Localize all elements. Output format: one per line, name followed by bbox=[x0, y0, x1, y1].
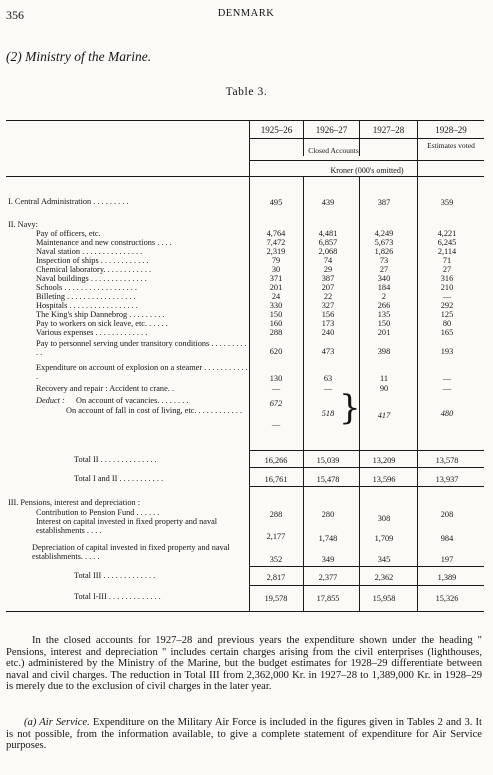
cell-value: 184 bbox=[377, 283, 391, 292]
explosion-label: Expenditure on account of explosion on a steamer . . . . . . . . . . . . bbox=[36, 363, 248, 381]
expenditure-table bbox=[6, 120, 484, 612]
cell-value: 4,764 bbox=[266, 229, 286, 238]
cell-value: 518 bbox=[321, 409, 335, 418]
total3-top-rule bbox=[249, 566, 484, 567]
col-rule-2b bbox=[303, 176, 304, 612]
cell-value: 160 bbox=[269, 319, 283, 328]
cell-value: 473 bbox=[321, 347, 335, 356]
cell-value: 19,578 bbox=[264, 594, 288, 603]
air-service-paragraph bbox=[6, 717, 482, 752]
cell-value: 371 bbox=[269, 274, 283, 283]
central-admin-label: I. Central Administration . . . . . . . . . bbox=[8, 197, 129, 206]
year-row-rule bbox=[249, 138, 484, 139]
navy-item-label: The King's ship Dannebrog . . . . . . . . . bbox=[36, 310, 165, 319]
cell-value: 173 bbox=[321, 319, 335, 328]
cell-value: 207 bbox=[321, 283, 335, 292]
cell-value: — bbox=[442, 384, 452, 393]
subheader-rule bbox=[249, 160, 484, 161]
cell-value: 2,377 bbox=[318, 573, 338, 582]
cell-value: 1,709 bbox=[374, 534, 394, 543]
cell-value: 197 bbox=[440, 555, 454, 564]
cell-value: — bbox=[442, 374, 452, 383]
navy-item-label: Schools . . . . . . . . . . . . . . . . . . bbox=[36, 283, 137, 292]
table-bottom-rule bbox=[6, 611, 484, 612]
navy-item-label: Naval station . . . . . . . . . . . . . . . bbox=[36, 247, 143, 256]
cell-value: 16,266 bbox=[264, 456, 288, 465]
cell-value: 316 bbox=[440, 274, 454, 283]
cell-value: 90 bbox=[379, 384, 389, 393]
total2-bottom-rule bbox=[249, 467, 484, 468]
cell-value: 15,326 bbox=[435, 594, 459, 603]
cell-value: 125 bbox=[440, 310, 454, 319]
total2-top-rule bbox=[249, 450, 484, 451]
running-head: DENMARK bbox=[217, 8, 275, 19]
cell-value: 288 bbox=[269, 510, 283, 519]
cell-value: 30 bbox=[271, 265, 281, 274]
year-header: 1928–29 bbox=[435, 125, 467, 135]
cell-value: 22 bbox=[323, 292, 333, 301]
table-title: Table 3. bbox=[225, 86, 268, 98]
cell-value: 387 bbox=[377, 198, 391, 207]
cell-value: 27 bbox=[379, 265, 389, 274]
navy-item-label: Chemical laboratory. . . . . . . . . . . . bbox=[36, 265, 152, 274]
navy-item-label: Pay to workers on sick leave, etc. . . . . . bbox=[36, 319, 168, 328]
cell-value: 29 bbox=[323, 265, 333, 274]
pensions-heading: III. Pensions, interest and depreciation : bbox=[8, 498, 141, 507]
cell-value: 359 bbox=[440, 198, 454, 207]
cell-value: 2,319 bbox=[266, 247, 286, 256]
cell-value: 984 bbox=[440, 534, 454, 543]
cell-value: — bbox=[442, 292, 452, 301]
pension-fund-label: Contribution to Pension Fund . . . . . . bbox=[36, 508, 160, 517]
page-number: 356 bbox=[6, 8, 24, 22]
cell-value: 672 bbox=[269, 399, 283, 408]
total2-label: Total II . . . . . . . . . . . . . . bbox=[74, 455, 157, 464]
depreciation-label: Depreciation of capital invested in fixed property and naval establishments. . . . . bbox=[32, 543, 230, 561]
cell-value: 7,472 bbox=[266, 238, 286, 247]
cell-value: 2,114 bbox=[437, 247, 457, 256]
navy-item-label: Naval buildings . . . . . . . . . . . . . . bbox=[36, 274, 147, 283]
navy-item-label: Hospitals . . . . . . . . . . . . . . . . . bbox=[36, 301, 138, 310]
section-title: (2) Ministry of the Marine. bbox=[6, 49, 152, 64]
cell-value: 24 bbox=[271, 292, 281, 301]
recovery-label: Recovery and repair : Accident to crane. . bbox=[36, 384, 174, 393]
cell-value: 156 bbox=[321, 310, 335, 319]
cell-value: 480 bbox=[440, 409, 454, 418]
cell-value: 210 bbox=[440, 283, 454, 292]
cell-value: 4,481 bbox=[318, 229, 338, 238]
cell-value: 5,673 bbox=[374, 238, 394, 247]
cell-value: 13,209 bbox=[372, 456, 396, 465]
cell-value: 71 bbox=[442, 256, 452, 265]
cell-value: — bbox=[271, 420, 281, 429]
year-header: 1926–27 bbox=[315, 125, 348, 135]
cell-value: 80 bbox=[442, 319, 452, 328]
cell-value: 266 bbox=[377, 301, 391, 310]
cell-value: 150 bbox=[377, 319, 391, 328]
header-bottom-rule bbox=[6, 176, 484, 177]
cell-value: 495 bbox=[269, 198, 283, 207]
col-rule-1 bbox=[249, 120, 250, 612]
cell-value: — bbox=[323, 384, 333, 393]
closed-accounts-header: Closed Accounts bbox=[308, 146, 359, 155]
cell-value: 135 bbox=[377, 310, 391, 319]
deduct-label: Deduct : bbox=[36, 396, 65, 405]
cell-value: 240 bbox=[321, 328, 335, 337]
cell-value: 4,221 bbox=[437, 229, 457, 238]
cell-value: 74 bbox=[323, 256, 333, 265]
cell-value: 1,748 bbox=[318, 534, 338, 543]
navy-item-label: Maintenance and new constructions . . . . bbox=[36, 238, 172, 247]
year-header: 1927–28 bbox=[372, 125, 405, 135]
cell-value: 73 bbox=[379, 256, 389, 265]
cell-value: 11 bbox=[380, 374, 388, 383]
cell-value: 17,855 bbox=[316, 594, 340, 603]
cell-value: 130 bbox=[269, 374, 283, 383]
cell-value: 1,826 bbox=[374, 247, 394, 256]
cell-value: 63 bbox=[323, 374, 333, 383]
cell-value: — bbox=[271, 384, 281, 393]
col-rule-4b bbox=[417, 176, 418, 612]
navy-item-label: Billeting . . . . . . . . . . . . . . . . . bbox=[36, 292, 136, 301]
cell-value: 79 bbox=[271, 256, 281, 265]
air-service-text: Expenditure on the Military Air Force is included in the figures given in Tables 2 and 3. It is not possible, from the information available, to give a complete statement of expenditure for Air Service purposes. bbox=[6, 717, 482, 752]
cell-value: 620 bbox=[269, 347, 283, 356]
navy-item-label: Inspection of ships . . . . . . . . . . . . bbox=[36, 256, 149, 265]
cell-value: 15,958 bbox=[372, 594, 396, 603]
brace-icon: } bbox=[339, 388, 361, 428]
unit-note: Kroner (000's omitted) bbox=[330, 166, 404, 175]
cell-value: 201 bbox=[269, 283, 283, 292]
cell-value: 15,039 bbox=[316, 456, 340, 465]
total12-bottom-rule bbox=[249, 486, 484, 487]
cell-value: 308 bbox=[377, 514, 391, 523]
cell-value: 352 bbox=[269, 555, 283, 564]
cell-value: 13,596 bbox=[372, 475, 396, 484]
footnote-paragraph: In the closed accounts for 1927–28 and previous years the expenditure shown under the heading " Pensions, interest and depreciation " includes certain charges arising from the civil enterprises (lighthouses, etc.) administered by the Ministry of the Marine, but the budget estimates for 1928–29 differentiate between naval and civil charges. The reduction in Total III from 2,362,000 Kr. in 1927–28 to 1,389,000 Kr. in 1928–29 is merely due to the exclusion of civil charges in the later year. bbox=[6, 635, 482, 693]
cell-value: 439 bbox=[321, 198, 335, 207]
cell-value: 4,249 bbox=[374, 229, 394, 238]
cell-value: 417 bbox=[377, 411, 391, 420]
cell-value: 387 bbox=[321, 274, 335, 283]
table-top-rule bbox=[6, 120, 484, 121]
cell-value: 288 bbox=[269, 328, 283, 337]
air-service-label: (a) Air Service. bbox=[24, 717, 90, 728]
cell-value: 165 bbox=[440, 328, 454, 337]
cell-value: 6,245 bbox=[437, 238, 457, 247]
cell-value: 349 bbox=[321, 555, 335, 564]
cell-value: 340 bbox=[377, 274, 391, 283]
cell-value: 2,362 bbox=[374, 573, 394, 582]
cell-value: 13,937 bbox=[435, 475, 459, 484]
cell-value: 398 bbox=[377, 347, 391, 356]
cell-value: 193 bbox=[440, 347, 454, 356]
fall-cost-label: On account of fall in cost of living, etc. . . . . . . . . . . . bbox=[66, 406, 243, 415]
total3-bottom-rule bbox=[249, 585, 484, 586]
cell-value: 150 bbox=[269, 310, 283, 319]
cell-value: 6,857 bbox=[318, 238, 338, 247]
cell-value: 2,068 bbox=[318, 247, 338, 256]
cell-value: 2,177 bbox=[266, 532, 286, 541]
cell-value: 2,817 bbox=[266, 573, 286, 582]
cell-value: 330 bbox=[269, 301, 283, 310]
year-header: 1925–26 bbox=[260, 125, 293, 135]
navy-item-label: Pay of officers, etc. bbox=[36, 229, 101, 238]
total12-label: Total I and II . . . . . . . . . . . bbox=[74, 474, 164, 483]
cell-value: 2 bbox=[381, 292, 387, 301]
cell-value: 201 bbox=[377, 328, 391, 337]
cell-value: 208 bbox=[440, 510, 454, 519]
cell-value: 327 bbox=[321, 301, 335, 310]
cell-value: 1,389 bbox=[437, 573, 457, 582]
cell-value: 280 bbox=[321, 510, 335, 519]
cell-value: 13,578 bbox=[435, 456, 459, 465]
interest-label: Interest on capital invested in fixed property and naval establishments . . . . bbox=[36, 517, 218, 535]
page-header bbox=[6, 8, 486, 24]
navy-item-label: Various expenses . . . . . . . . . . . . . bbox=[36, 328, 148, 337]
total3-label: Total III . . . . . . . . . . . . . bbox=[74, 571, 156, 580]
cell-value: 345 bbox=[377, 555, 391, 564]
estimates-header: Estimates voted bbox=[427, 141, 475, 150]
personnel-label: Pay to personnel serving under transitory conditions . . . . . . . . . . . bbox=[36, 339, 247, 357]
cell-value: 27 bbox=[442, 265, 452, 274]
vacancies-label: On account of vacancies. . . . . . . . bbox=[76, 396, 189, 405]
navy-heading: II. Navy: bbox=[8, 220, 38, 229]
cell-value: 292 bbox=[440, 301, 454, 310]
cell-value: 15,478 bbox=[316, 475, 340, 484]
total-all-label: Total I-III . . . . . . . . . . . . . bbox=[74, 592, 161, 601]
cell-value: 16,761 bbox=[264, 475, 288, 484]
